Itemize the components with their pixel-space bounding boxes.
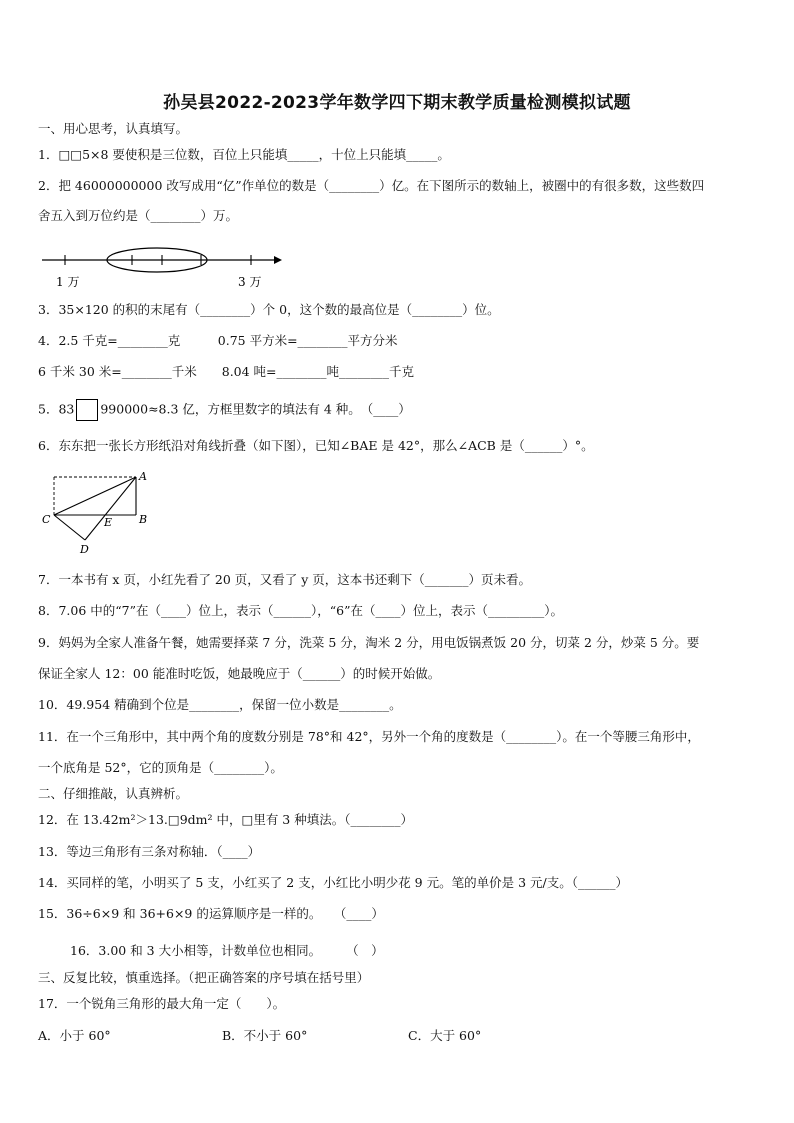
page-title: 孙吴县2022-2023学年数学四下期末教学质量检测模拟试题 bbox=[163, 93, 631, 113]
question-9-line-2: 保证全家人 12：00 能准时吃饭，她最晚应于（______）的时候开始做。 bbox=[38, 666, 441, 681]
figure-edge-cd bbox=[54, 515, 85, 540]
number-line-figure bbox=[38, 244, 288, 290]
question-5-suffix: 990000≈8.3 亿，方框里数字的填法有 4 种。 （____） bbox=[100, 401, 411, 417]
figure-diagonal-ca bbox=[54, 477, 136, 515]
question-7: 7．一本书有 x 页，小红先看了 20 页，又看了 y 页，这本书还剩下（_______）页未看。 bbox=[38, 572, 532, 587]
question-16: 16．3.00 和 3 大小相等，计数单位也相同。 （ ） bbox=[70, 943, 384, 958]
question-2-line-2: 舍五入到万位约是（________）万。 bbox=[38, 208, 239, 223]
section-2-heading: 二、仔细推敲，认真辨析。 bbox=[38, 786, 189, 801]
question-8: 8．7.06 中的“7”在（____）位上，表示（______），“6”在（____）位上，表示（_________）。 bbox=[38, 603, 563, 618]
question-3: 3．35×120 的积的末尾有（________）个 0，这个数的最高位是（________）位。 bbox=[38, 302, 500, 317]
point-label-e: E bbox=[104, 516, 113, 529]
answer-box bbox=[76, 399, 98, 421]
question-2-line-1: 2．把 46000000000 改写成用“亿”作单位的数是（________）亿。在下图所示的数轴上，被圈中的有很多数，这些数四 bbox=[38, 178, 705, 193]
number-line-arrow bbox=[274, 256, 282, 264]
point-label-c: C bbox=[42, 513, 51, 526]
question-17-option-b: B．不小于 60° bbox=[222, 1028, 308, 1043]
question-9-line-1: 9．妈妈为全家人准备午餐，她需要择菜 7 分，洗菜 5 分，淘米 2 分，用电饭锅煮饭 20 分，切菜 2 分，炒菜 5 分。要 bbox=[38, 635, 700, 650]
point-label-d: D bbox=[80, 543, 89, 556]
question-17-option-a: A．小于 60° bbox=[38, 1028, 111, 1043]
question-4-line-2: 6 千米 30 米=________千米 8.04 吨=________吨________千克 bbox=[38, 364, 415, 379]
number-line-label-3wan: 3 万 bbox=[238, 275, 262, 289]
question-15: 15．36÷6×9 和 36+6×9 的运算顺序是一样的。 （____） bbox=[38, 906, 384, 921]
question-10: 10．49.954 精确到个位是________，保留一位小数是________。 bbox=[38, 697, 402, 712]
question-17-option-c: C．大于 60° bbox=[408, 1028, 482, 1043]
point-label-b: B bbox=[139, 513, 148, 526]
question-5-prefix: 5．83 bbox=[38, 401, 75, 417]
section-3-heading: 三、反复比较，慎重选择。（把正确答案的序号填在括号里） bbox=[38, 970, 370, 985]
point-label-a: A bbox=[139, 470, 147, 483]
question-6: 6．东东把一张长方形纸沿对角线折叠（如下图），已知∠BAE 是 42°，那么∠ACB 是（______）°。 bbox=[38, 438, 594, 453]
question-11-line-1: 11．在一个三角形中，其中两个角的度数分别是 78°和 42°，另外一个角的度数是（________）。在一个等腰三角形中， bbox=[38, 729, 700, 744]
question-13: 13．等边三角形有三条对称轴．（____） bbox=[38, 844, 261, 859]
folded-rectangle-figure bbox=[38, 466, 168, 558]
question-12: 12．在 13.42m²＞13.□9dm² 中，□里有 3 种填法。（________） bbox=[38, 812, 413, 827]
question-14: 14．买同样的笔，小明买了 5 支，小红买了 2 支，小红比小明少花 9 元。笔的单价是 3 元/支。（______） bbox=[38, 875, 628, 890]
question-17: 17．一个锐角三角形的最大角一定（ ）。 bbox=[38, 996, 286, 1011]
question-5 bbox=[38, 399, 411, 421]
section-1-heading: 一、用心思考，认真填写。 bbox=[38, 121, 189, 136]
question-1: 1．□□5×8 要使积是三位数，百位上只能填_____，十位上只能填_____。 bbox=[38, 147, 450, 162]
number-line-label-1wan: 1 万 bbox=[56, 275, 80, 289]
figure-edge-da bbox=[85, 477, 136, 540]
question-4-line-1: 4．2.5 千克=________克 0.75 平方米=________平方分米 bbox=[38, 333, 398, 348]
question-11-line-2: 一个底角是 52°，它的顶角是（________）。 bbox=[38, 760, 283, 775]
